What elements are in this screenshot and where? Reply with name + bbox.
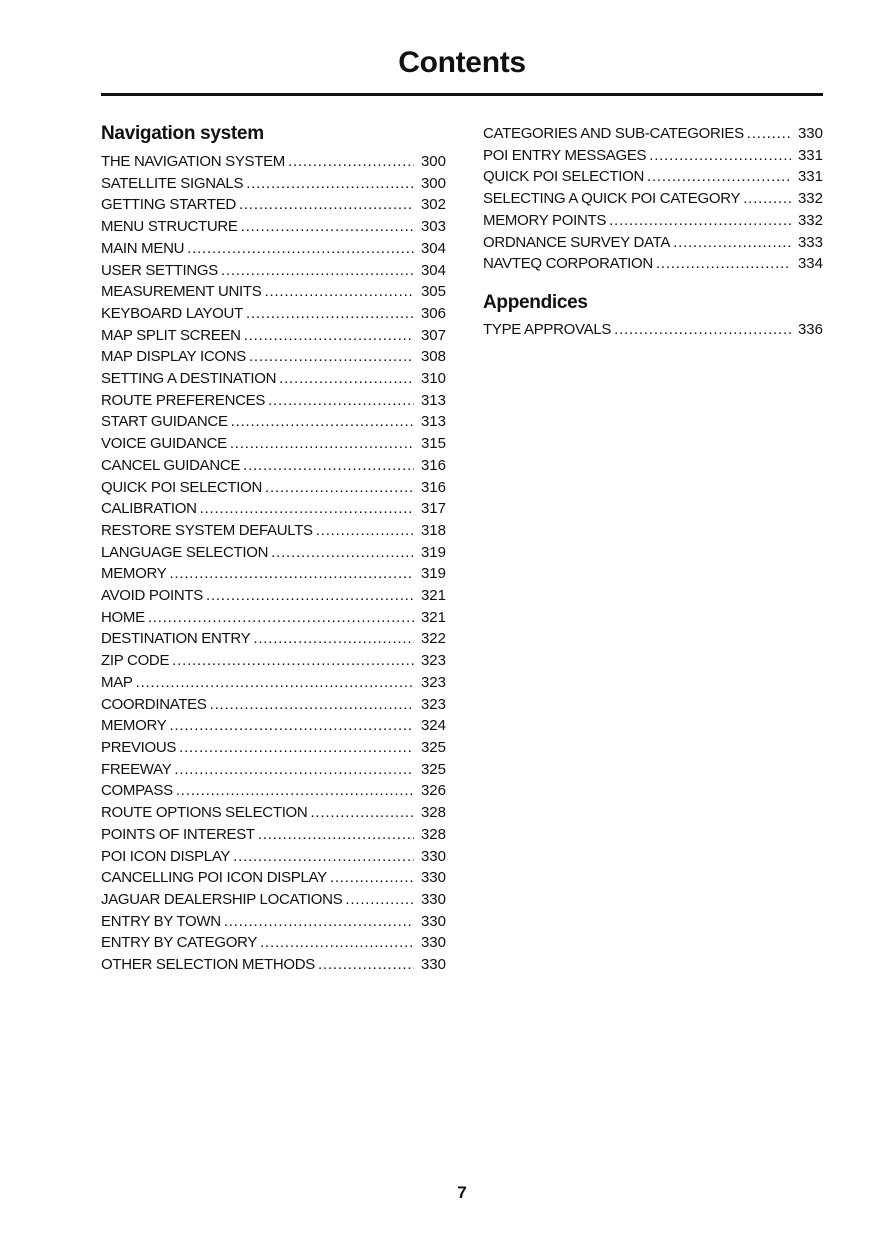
page-number: 7: [457, 1183, 467, 1202]
toc-entry: [101, 346, 446, 368]
dot-leader: [258, 824, 414, 846]
toc-entry: [101, 911, 446, 933]
dot-leader: [268, 390, 414, 412]
dot-leader: [318, 954, 414, 976]
dot-leader: [233, 846, 414, 868]
toc-entry-label: POI ENTRY MESSAGES: [483, 146, 647, 164]
toc-entry-page: 330: [420, 934, 446, 952]
dot-leader: [609, 210, 791, 232]
dot-leader: [187, 238, 414, 260]
toc-entry-page: 317: [420, 500, 446, 518]
toc-entry-label: MAP SPLIT SCREEN: [101, 326, 241, 344]
toc-list-navigation-system: [101, 151, 446, 976]
toc-entry-page: 331: [797, 168, 823, 186]
toc-entry: [101, 477, 446, 499]
toc-entry-page: 304: [420, 261, 446, 279]
dot-leader: [647, 166, 791, 188]
toc-entry-label: OTHER SELECTION METHODS: [101, 956, 315, 974]
toc-entry: [101, 520, 446, 542]
toc-entry-page: 330: [420, 869, 446, 887]
toc-entry: [101, 390, 446, 412]
toc-entry-label: MEMORY: [101, 565, 167, 583]
dot-leader: [649, 145, 791, 167]
toc-entry-label: NAVTEQ CORPORATION: [483, 255, 653, 273]
dot-leader: [206, 585, 414, 607]
toc-entry-page: 307: [420, 326, 446, 344]
toc-entry-page: 334: [797, 255, 823, 273]
dot-leader: [253, 628, 414, 650]
toc-entry: [101, 216, 446, 238]
toc-entry-label: CATEGORIES AND SUB-CATEGORIES: [483, 125, 744, 142]
toc-entry-label: PREVIOUS: [101, 738, 177, 756]
dot-leader: [316, 520, 414, 542]
toc-entry: [101, 563, 446, 585]
toc-entry-label: POINTS OF INTEREST: [101, 825, 255, 843]
toc-entry-page: 300: [420, 174, 446, 192]
toc-entry: [101, 325, 446, 347]
toc-entry: [483, 145, 823, 167]
toc-entry-label: MAP DISPLAY ICONS: [101, 348, 246, 366]
toc-entry: [483, 123, 823, 145]
page-content: [101, 0, 823, 976]
dot-leader: [246, 303, 414, 325]
dot-leader: [271, 542, 414, 564]
toc-entry-label: ORDNANCE SURVEY DATA: [483, 233, 671, 251]
toc-entry-label: ZIP CODE: [101, 652, 170, 670]
dot-leader: [169, 563, 414, 585]
dot-leader: [148, 607, 414, 629]
toc-entry-page: 302: [420, 196, 446, 214]
dot-leader: [174, 759, 414, 781]
dot-leader: [614, 319, 791, 341]
toc-entry-page: 325: [420, 738, 446, 756]
toc-entry-page: 310: [420, 370, 446, 388]
toc-entry-label: COMPASS: [101, 782, 173, 800]
toc-list-appendices: [483, 319, 823, 341]
dot-leader: [179, 737, 414, 759]
dot-leader: [249, 346, 414, 368]
toc-entry-page: 319: [420, 565, 446, 583]
toc-entry: [483, 253, 823, 275]
toc-entry-label: POI ICON DISPLAY: [101, 847, 231, 865]
toc-entry-label: COORDINATES: [101, 695, 207, 713]
toc-entry-page: 324: [420, 717, 446, 735]
toc-entry-label: CALIBRATION: [101, 500, 197, 518]
toc-entry-page: 306: [420, 304, 446, 322]
toc-entry: [101, 281, 446, 303]
page-title: Contents: [398, 46, 526, 79]
dot-leader: [673, 232, 791, 254]
toc-entry-page: 316: [420, 456, 446, 474]
dot-leader: [747, 123, 791, 145]
toc-entry-page: 321: [420, 608, 446, 626]
toc-entry-page: 328: [420, 804, 446, 822]
toc-entry-page: 323: [420, 673, 446, 691]
toc-entry-page: 322: [420, 630, 446, 648]
toc-entry-label: MAP: [101, 673, 133, 691]
section-heading-navigation-system: Navigation system: [101, 123, 264, 144]
toc-entry-page: 321: [420, 587, 446, 605]
toc-entry-page: 333: [797, 233, 823, 251]
toc-entry-page: 313: [420, 413, 446, 431]
toc-entry-page: 315: [420, 435, 446, 453]
dot-leader: [288, 151, 414, 173]
toc-entry-page: 323: [420, 652, 446, 670]
toc-entry-page: 304: [420, 239, 446, 257]
dot-leader: [221, 260, 414, 282]
toc-entry: [101, 151, 446, 173]
toc-entry: [101, 628, 446, 650]
toc-entry-page: 316: [420, 478, 446, 496]
toc-entry: [101, 715, 446, 737]
toc-entry-label: MEASUREMENT UNITS: [101, 283, 262, 301]
toc-entry-label: MEMORY: [101, 717, 167, 735]
toc-entry: [101, 867, 446, 889]
toc-entry: [101, 889, 446, 911]
toc-entry-label: START GUIDANCE: [101, 413, 228, 431]
dot-leader: [243, 455, 414, 477]
toc-entry-label: KEYBOARD LAYOUT: [101, 304, 243, 322]
toc-entry-page: 303: [420, 218, 446, 236]
toc-entry-page: 319: [420, 543, 446, 561]
dot-leader: [246, 173, 414, 195]
toc-entry-page: 323: [420, 695, 446, 713]
dot-leader: [244, 325, 414, 347]
toc-entry-page: 330: [797, 125, 823, 142]
toc-entry-page: 332: [797, 211, 823, 229]
toc-entry-label: MEMORY POINTS: [483, 211, 607, 229]
toc-entry-label: ENTRY BY CATEGORY: [101, 934, 258, 952]
toc-entry-label: JAGUAR DEALERSHIP LOCATIONS: [101, 890, 343, 908]
page-footer: [101, 1183, 823, 1203]
dot-leader: [176, 780, 414, 802]
toc-entry-label: MAIN MENU: [101, 239, 185, 257]
toc-entry: [101, 585, 446, 607]
toc-entry: [483, 210, 823, 232]
dot-leader: [345, 889, 414, 911]
dot-leader: [231, 411, 414, 433]
dot-leader: [230, 433, 414, 455]
title-rule: [101, 93, 823, 96]
toc-entry-label: AVOID POINTS: [101, 587, 203, 605]
toc-entry: [101, 672, 446, 694]
toc-columns: [101, 123, 823, 976]
toc-entry: [101, 433, 446, 455]
toc-entry-label: SELECTING A QUICK POI CATEGORY: [483, 190, 741, 208]
toc-entry: [101, 780, 446, 802]
toc-entry-label: ENTRY BY TOWN: [101, 912, 221, 930]
toc-entry-label: DESTINATION ENTRY: [101, 630, 251, 648]
toc-entry-page: 331: [797, 146, 823, 164]
toc-entry-label: ROUTE OPTIONS SELECTION: [101, 804, 308, 822]
toc-column-right: [483, 123, 823, 976]
toc-entry-page: 330: [420, 890, 446, 908]
toc-entry-label: CANCEL GUIDANCE: [101, 456, 241, 474]
dot-leader: [279, 368, 414, 390]
dot-leader: [260, 932, 414, 954]
toc-entry: [101, 238, 446, 260]
toc-entry-label: RESTORE SYSTEM DEFAULTS: [101, 521, 313, 539]
toc-entry-label: QUICK POI SELECTION: [483, 168, 644, 186]
toc-entry: [483, 188, 823, 210]
section-heading-appendices: Appendices: [483, 291, 588, 313]
dot-leader: [330, 867, 414, 889]
toc-entry: [101, 368, 446, 390]
toc-entry-page: 318: [420, 521, 446, 539]
dot-leader: [169, 715, 414, 737]
toc-entry-page: 326: [420, 782, 446, 800]
toc-entry-page: 336: [797, 320, 823, 338]
dot-leader: [264, 281, 414, 303]
toc-entry: [101, 759, 446, 781]
toc-entry-page: 313: [420, 391, 446, 409]
toc-column-left: [101, 123, 446, 976]
toc-entry-page: 330: [420, 912, 446, 930]
toc-entry: [101, 607, 446, 629]
toc-entry: [101, 650, 446, 672]
toc-entry-page: 300: [420, 153, 446, 170]
dot-leader: [743, 188, 791, 210]
toc-entry: [101, 932, 446, 954]
dot-leader: [200, 498, 414, 520]
toc-entry-label: SATELLITE SIGNALS: [101, 174, 244, 192]
dot-leader: [224, 911, 414, 933]
toc-entry: [101, 737, 446, 759]
dot-leader: [656, 253, 791, 275]
toc-entry-page: 328: [420, 825, 446, 843]
toc-entry: [101, 694, 446, 716]
toc-entry-label: THE NAVIGATION SYSTEM: [101, 153, 285, 170]
dot-leader: [239, 194, 414, 216]
toc-list-navigation-system-continued: [483, 123, 823, 275]
toc-entry-page: 330: [420, 847, 446, 865]
toc-entry-label: QUICK POI SELECTION: [101, 478, 262, 496]
toc-entry-label: TYPE APPROVALS: [483, 320, 612, 338]
toc-entry: [101, 455, 446, 477]
toc-entry-page: 305: [420, 283, 446, 301]
toc-entry-page: 325: [420, 760, 446, 778]
toc-entry: [483, 319, 823, 341]
toc-entry: [101, 498, 446, 520]
toc-entry: [101, 846, 446, 868]
toc-entry-page: 330: [420, 956, 446, 974]
toc-entry: [101, 542, 446, 564]
toc-entry: [101, 802, 446, 824]
toc-entry: [101, 173, 446, 195]
toc-entry-label: VOICE GUIDANCE: [101, 435, 227, 453]
toc-entry: [101, 824, 446, 846]
dot-leader: [310, 802, 414, 824]
dot-leader: [265, 477, 414, 499]
toc-entry: [101, 954, 446, 976]
toc-entry-label: ROUTE PREFERENCES: [101, 391, 266, 409]
toc-entry-label: GETTING STARTED: [101, 196, 236, 214]
toc-entry-label: FREEWAY: [101, 760, 172, 778]
toc-entry-label: LANGUAGE SELECTION: [101, 543, 269, 561]
dot-leader: [172, 650, 414, 672]
toc-entry-label: USER SETTINGS: [101, 261, 218, 279]
toc-entry: [101, 260, 446, 282]
toc-entry-label: SETTING A DESTINATION: [101, 370, 277, 388]
dot-leader: [210, 694, 414, 716]
toc-entry: [101, 411, 446, 433]
toc-entry: [101, 303, 446, 325]
toc-entry-label: CANCELLING POI ICON DISPLAY: [101, 869, 327, 887]
dot-leader: [241, 216, 414, 238]
toc-entry-label: HOME: [101, 608, 145, 626]
toc-entry-page: 332: [797, 190, 823, 208]
toc-entry-page: 308: [420, 348, 446, 366]
toc-entry: [483, 166, 823, 188]
toc-entry: [483, 232, 823, 254]
dot-leader: [136, 672, 414, 694]
toc-entry: [101, 194, 446, 216]
toc-entry-label: MENU STRUCTURE: [101, 218, 238, 236]
